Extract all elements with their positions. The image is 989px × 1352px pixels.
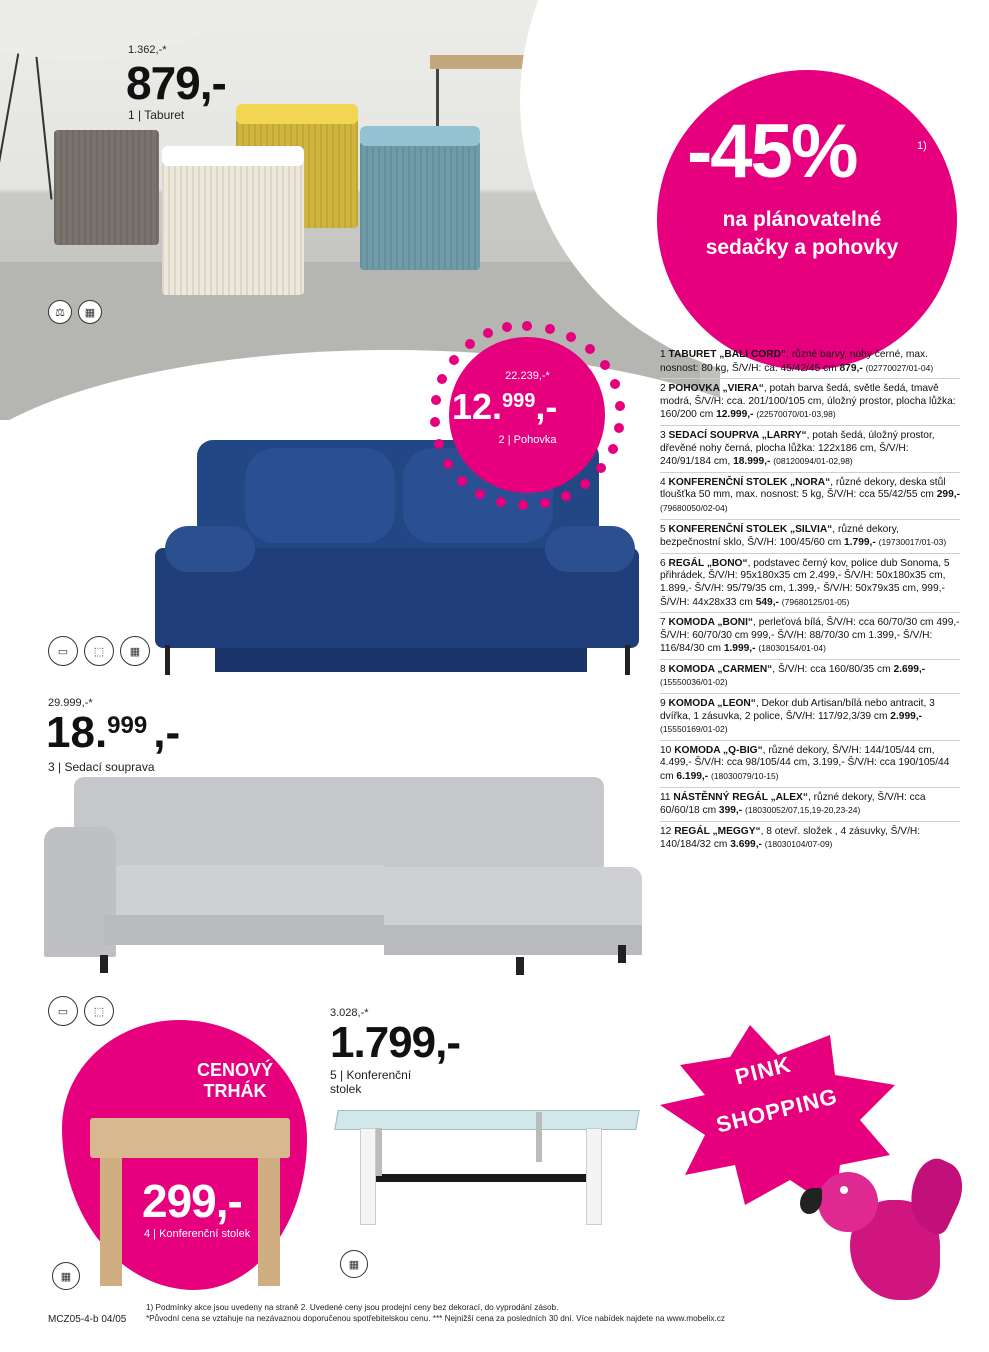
- colors-icon: ▦: [52, 1262, 80, 1290]
- pink-shopping-line1: PINK: [732, 1051, 794, 1090]
- bed-function-icon: ▭: [48, 636, 78, 666]
- product-descriptions: [660, 345, 960, 855]
- bed-function-icon: ▭: [48, 996, 78, 1026]
- storage-icon: ⬚: [84, 996, 114, 1026]
- discount-badge: [657, 70, 957, 370]
- pohovka-old-price: 22.239,-*: [505, 370, 550, 382]
- footer-code: MCZ05-4-b 04/05: [48, 1314, 127, 1325]
- silvia-caption-line1: 5 | Konferenční: [330, 1068, 412, 1082]
- nora-badge-line1: CENOVÝ: [196, 1060, 274, 1080]
- description-item: 6 REGÁL „BONO“, podstavec černý kov, police dub Sonoma, 5 přihrádek, Š/V/H: 95x180x35 cm 2.499,- Š/V/H: 50x180x35 cm, 1.899,- Š/V/H: 95/79/35 cm, 1.399,- Š/V/H: 50x79x35 cm, 999,- Š/V/H: 44x28x33 cm 549,- (79680125/01-05): [660, 554, 960, 613]
- discount-line1: na plánovatelné: [722, 208, 882, 231]
- souprava-image: [44, 775, 649, 975]
- souprava-price-main: 18.: [46, 708, 108, 757]
- description-item: 5 KONFERENČNÍ STOLEK „SILVIA“, různé dekory, bezpečnostní sklo, Š/V/H: 100/45/60 cm 1.799,- (19730017/01-03): [660, 520, 960, 554]
- footer-note2: *Původní cena se vztahuje na nezávaznou doporučenou spotřebitelskou cenu. *** Nejnižší cena za posledních 30 dní. Více nabídek najdete na www.mobelix.cz: [146, 1314, 725, 1323]
- silvia-caption-line2: stolek: [330, 1082, 362, 1096]
- souprava-caption: 3 | Sedací souprava: [48, 760, 155, 774]
- silvia-price: 1.799,-: [330, 1018, 460, 1067]
- description-item: 7 KOMODA „BONI“, perleťová bílá, Š/V/H: cca 60/70/30 cm 499,- Š/V/H: 60/70/30 cm 999,- Š/V/H: 88/70/30 cm 1.399,- Š/V/H: 116/84/30 cm 1.999,- (18030154/01-04): [660, 613, 960, 660]
- colors-icon: ▦: [340, 1250, 368, 1278]
- souprava-price-sup: 999: [107, 712, 148, 739]
- discount-line2: sedačky a pohovky: [705, 236, 899, 259]
- description-item: 8 KOMODA „CARMEN“, Š/V/H: cca 160/80/35 cm 2.699,- (15550036/01-02): [660, 660, 960, 694]
- pohovka-price-sup: 999: [502, 390, 536, 412]
- pohovka-price-suffix: ,-: [535, 386, 558, 427]
- pohovka-caption: 2 | Pohovka: [498, 434, 557, 446]
- taburet-old-price: 1.362,-*: [128, 44, 167, 56]
- nora-caption: 4 | Konferenční stolek: [144, 1228, 251, 1240]
- storage-icon: ⬚: [84, 636, 114, 666]
- souprava-old-price: 29.999,-*: [48, 697, 93, 709]
- description-item: 2 POHOVKA „VIERA“, potah barva šedá, světle šedá, tmavě modrá, Š/V/H: cca. 201/100/105 cm, úložný prostor, plocha lůžka: 160/200 cm 12.999,- (22570070/01-03,98): [660, 379, 960, 426]
- description-item: 1 TABURET „BALI CORD“, různé barvy, nohy černé, max. nosnost: 80 kg, Š/V/H: ca. 45/42/45 cm 879,- (02770027/01-04): [660, 345, 960, 379]
- nora-badge-line2: TRHÁK: [203, 1081, 267, 1101]
- weight-icon: ⚖: [48, 300, 72, 324]
- pohovka-price-badge: [430, 318, 625, 513]
- description-item: 11 NÁSTĚNNÝ REGÁL „ALEX“, různé dekory, Š/V/H: cca 60/60/18 cm 399,- (18030052/07,15,19-20,23-24): [660, 788, 960, 822]
- description-item: 12 REGÁL „MEGGY“, 8 otevř. složek , 4 zásuvky, Š/V/H: 140/184/32 cm 3.699,- (18030104/07-09): [660, 825, 921, 851]
- silvia-old-price: 3.028,-*: [330, 1007, 369, 1019]
- description-item: 4 KONFERENČNÍ STOLEK „NORA“, různé dekory, deska stůl tloušťka 50 mm, max. nosnost: 5 kg, Š/V/H: cca 55/42/55 cm 299,- (79680050/02-04): [660, 473, 960, 520]
- colors-icon: ▦: [78, 300, 102, 324]
- description-item: 3 SEDACÍ SOUPRVA „LARRY“, potah šedá, úložný prostor, dřevěné nohy černá, plocha lůžka: 122x186 cm, Š/V/H: 240/91/184 cm, 18.999,- (08120094/01-02,98): [660, 426, 960, 473]
- taburet-caption: 1 | Taburet: [128, 108, 185, 122]
- taburet-price: 879,-: [126, 57, 226, 109]
- description-item: 10 KOMODA „Q-BIG“, různé dekory, Š/V/H: 144/105/44 cm, 4.499,- Š/V/H: cca 98/105/44 cm, 3.199,- Š/V/H: cca 190/105/44 cm 6.199,- (18030079/10-15): [660, 741, 960, 788]
- description-item: 9 KOMODA „LEON“, Dekor dub Artisan/bílá nebo antracit, 3 dvířka, 1 zásuvka, 2 police, Š/V/H: 117/92,3/39 cm 2.999,- (15550169/01-02): [660, 694, 960, 741]
- silvia-image: [336, 1098, 642, 1233]
- pink-shopping-line2: SHOPPING: [713, 1083, 841, 1138]
- nora-table-top: [90, 1118, 290, 1158]
- nora-badge-text: [180, 1060, 290, 1102]
- discount-percent: -45%: [687, 109, 857, 194]
- discount-footnote: 1): [917, 140, 927, 152]
- colors-icon: ▦: [120, 636, 150, 666]
- footer-note1: 1) Podmínky akce jsou uvedeny na straně 2. Uvedené ceny jsou prodejní ceny bez dekorací, do vyprodání zásob.: [146, 1303, 559, 1312]
- parrot-mascot: [800, 1160, 960, 1320]
- nora-table-leg: [100, 1158, 122, 1286]
- souprava-price-suffix: ,-: [153, 708, 181, 757]
- pohovka-price-main: 12.: [452, 386, 503, 427]
- nora-table-leg: [258, 1158, 280, 1286]
- nora-price: 299,-: [142, 1175, 242, 1227]
